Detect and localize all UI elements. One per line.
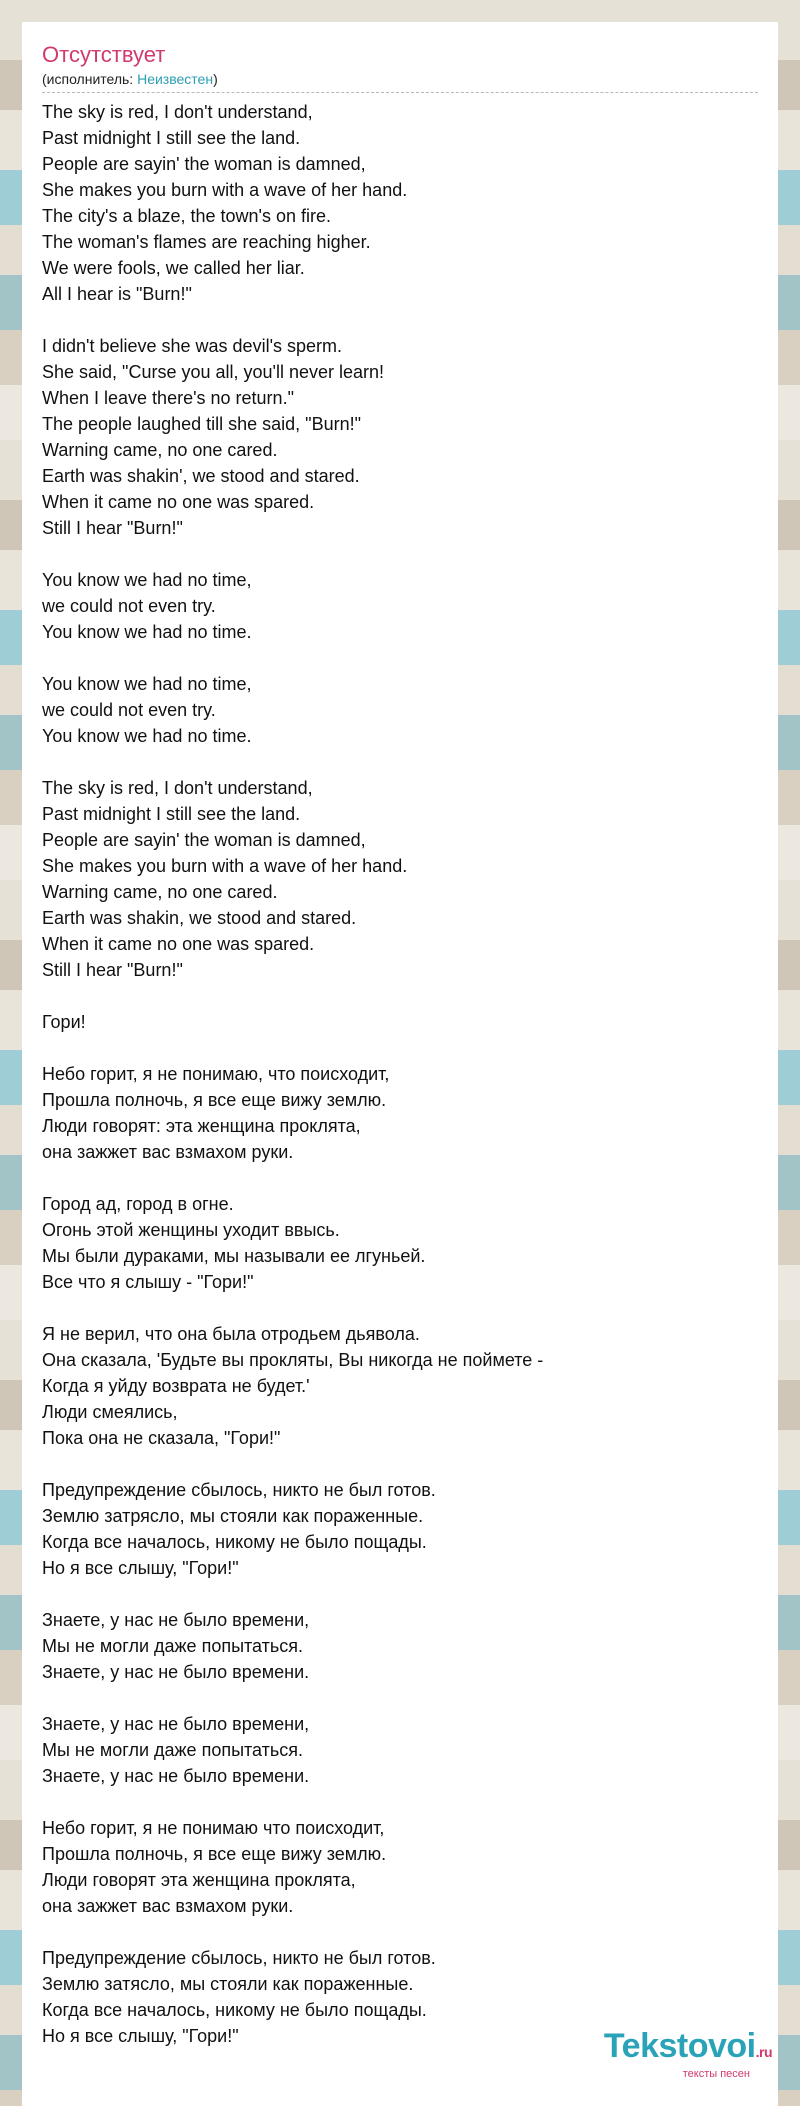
lyric-line: You know we had no time, [42,674,252,694]
lyric-line: Мы были дураками, мы называли ее лгуньей. [42,1246,426,1266]
lyric-line: Предупреждение сбылось, никто не был готов. [42,1948,436,1968]
site-logo[interactable] [604,2028,772,2080]
lyric-line: Пока она не сказала, "Гори!" [42,1428,281,1448]
lyric-line: Мы не могли даже попытаться. [42,1740,304,1760]
lyric-line: Но я все слышу, "Гори!" [42,1558,239,1578]
lyric-line: Когда я уйду возврата не будет.' [42,1376,310,1396]
lyric-line [42,749,758,775]
lyric-line [42,1789,758,1815]
lyric-line [42,1451,758,1477]
lyric-line [42,541,758,567]
performer-line [42,70,758,93]
logo-name: Tekstovoi [603,2027,756,2065]
lyric-line: Все что я слышу - "Гори!" [42,1272,254,1292]
lyric-line: The sky is red, I don't understand, [42,102,313,122]
lyric-line: She makes you burn with a wave of her hand. [42,180,408,200]
lyric-line: Небо горит, я не понимаю что поисходит, [42,1818,385,1838]
lyric-line [42,307,758,333]
lyric-line: The city's a blaze, the town's on fire. [42,206,332,226]
lyric-line: Когда все началось, никому не было пощады. [42,2000,427,2020]
lyric-line: Землю затясло, мы стояли как пораженные. [42,1974,414,1994]
lyric-line: We were fools, we called her liar. [42,258,305,278]
lyric-line: She said, "Curse you all, you'll never learn! [42,362,384,382]
lyric-line: The woman's flames are reaching higher. [42,232,371,252]
lyric-line: She makes you burn with a wave of her hand. [42,856,408,876]
lyric-line: Люди смеялись, [42,1402,178,1422]
lyric-line [42,1295,758,1321]
lyrics-card [22,22,778,2106]
lyric-line [42,1685,758,1711]
lyric-line: Знаете, у нас не было времени, [42,1714,310,1734]
lyric-line: All I hear is "Burn!" [42,284,192,304]
lyric-line: Still I hear "Burn!" [42,960,183,980]
lyric-line: You know we had no time, [42,570,252,590]
lyric-line: Earth was shakin, we stood and stared. [42,908,357,928]
lyric-line: Прошла полночь, я все еще вижу землю. [42,1844,387,1864]
lyric-line: The sky is red, I don't understand, [42,778,313,798]
lyric-line: People are sayin' the woman is damned, [42,154,366,174]
lyric-line: Past midnight I still see the land. [42,804,301,824]
logo-suffix: .ru [755,2044,772,2060]
lyric-line: Знаете, у нас не было времени, [42,1610,310,1630]
lyric-line: we could not even try. [42,700,216,720]
lyric-line: Она сказала, 'Будьте вы прокляты, Вы никогда не поймете - [42,1350,544,1370]
lyrics-text [42,99,758,2049]
lyric-line: Warning came, no one cared. [42,882,278,902]
performer-link[interactable]: Неизвестен [137,71,214,87]
lyric-line: Мы не могли даже попытаться. [42,1636,304,1656]
lyric-line [42,983,758,1009]
lyric-line: You know we had no time. [42,622,252,642]
lyric-line: Я не верил, что она была отродьем дьявола. [42,1324,420,1344]
lyric-line: Знаете, у нас не было времени. [42,1662,310,1682]
lyric-line: Землю затрясло, мы стояли как пораженные. [42,1506,424,1526]
lyric-line: Люди говорят: эта женщина проклята, [42,1116,361,1136]
lyric-line: When it came no one was spared. [42,934,315,954]
lyric-line: Когда все началось, никому не было пощады. [42,1532,427,1552]
lyric-line: When I leave there's no return." [42,388,294,408]
lyric-line: Небо горит, я не понимаю, что поисходит, [42,1064,390,1084]
lyric-line: People are sayin' the woman is damned, [42,830,366,850]
lyric-line [42,1165,758,1191]
lyric-line: она зажжет вас взмахом руки. [42,1142,294,1162]
lyric-line: Past midnight I still see the land. [42,128,301,148]
performer-suffix: ) [213,71,218,87]
lyric-line: Warning came, no one cared. [42,440,278,460]
lyric-line: When it came no one was spared. [42,492,315,512]
logo-tagline: тексты песен [682,2068,750,2080]
lyric-line [42,1581,758,1607]
lyric-line: Still I hear "Burn!" [42,518,183,538]
song-title: Отсутствует [42,42,166,67]
lyric-line: Но я все слышу, "Гори!" [42,2026,239,2046]
lyric-line: она зажжет вас взмахом руки. [42,1896,294,1916]
lyric-line: Город ад, город в огне. [42,1194,234,1214]
lyric-line: You know we had no time. [42,726,252,746]
lyric-line: Предупреждение сбылось, никто не был готов. [42,1480,436,1500]
lyric-line: Знаете, у нас не было времени. [42,1766,310,1786]
lyric-line: I didn't believe she was devil's sperm. [42,336,343,356]
lyric-line: we could not even try. [42,596,216,616]
lyric-line [42,1919,758,1945]
lyric-line: Огонь этой женщины уходит ввысь. [42,1220,340,1240]
lyric-line: Earth was shakin', we stood and stared. [42,466,360,486]
performer-prefix: (исполнитель: [42,71,138,87]
lyric-line: Люди говорят эта женщина проклята, [42,1870,356,1890]
lyric-line: Прошла полночь, я все еще вижу землю. [42,1090,387,1110]
logo-wordmark [604,2028,772,2070]
lyric-line [42,645,758,671]
lyric-line: Гори! [42,1012,86,1032]
lyric-line: The people laughed till she said, "Burn!" [42,414,361,434]
lyric-line [42,1035,758,1061]
